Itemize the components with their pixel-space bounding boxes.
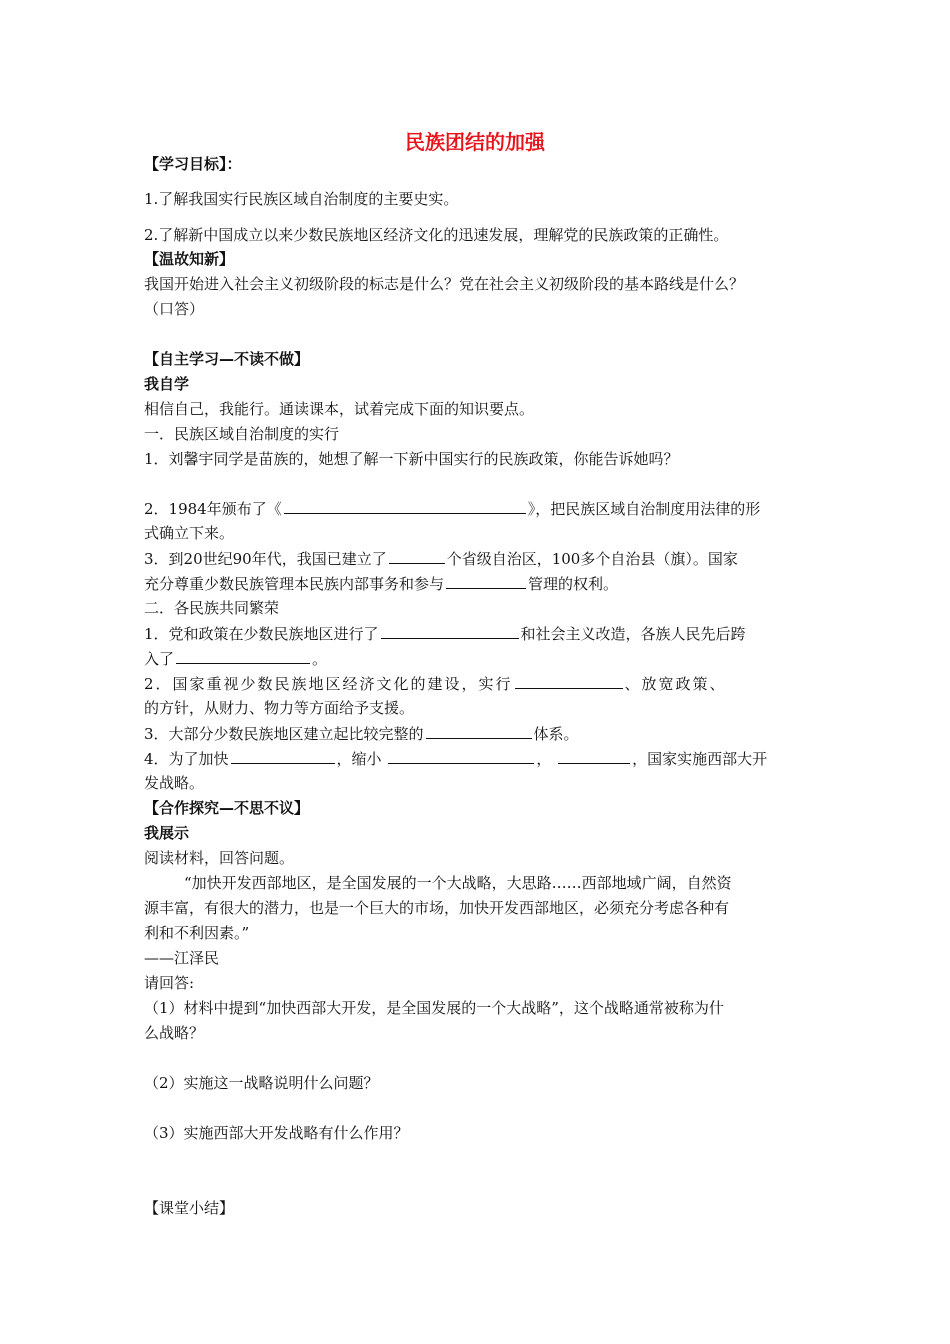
question-3: （3）实施西部大开发战略有什么作用？ xyxy=(144,1124,409,1142)
fill-blank[interactable] xyxy=(176,647,310,664)
question-text: 、放宽政策、 xyxy=(624,675,727,693)
part-1-question-2 xyxy=(144,497,814,520)
quote-author: ——江泽民 xyxy=(144,949,220,967)
question-text: 4．为了加快 xyxy=(144,750,229,768)
question-text: 充分尊重少数民族管理本民族内部事务和参与 xyxy=(144,575,445,593)
part-2-question-3 xyxy=(144,722,814,745)
part-1-question-3-cont xyxy=(144,572,814,595)
part-2-question-2 xyxy=(144,672,814,695)
question-1-cont: 么战略？ xyxy=(144,1024,205,1042)
question-text: 1．党和政策在少数民族地区进行了 xyxy=(144,625,379,643)
self-study-heading: 【自主学习—不读不做】 xyxy=(144,350,310,368)
question-text: 》，把民族区域自治制度用法律的形 xyxy=(527,500,761,518)
fill-blank[interactable] xyxy=(446,572,526,589)
fill-blank[interactable] xyxy=(388,747,534,764)
cooperation-subheading: 我展示 xyxy=(144,824,190,842)
answer-prompt: 请回答: xyxy=(144,974,195,992)
self-study-intro: 相信自己，我能行。通读课本，试着完成下面的知识要点。 xyxy=(144,400,535,418)
part-2-question-1 xyxy=(144,622,814,645)
goals-heading: 【学习目标】： xyxy=(144,155,242,173)
part-2-question-1-cont xyxy=(144,647,814,670)
question-text: 入了 xyxy=(144,650,175,668)
fill-blank[interactable] xyxy=(426,722,532,739)
quote-line-2: 源丰富，有很大的潜力，也是一个巨大的市场，加快开发西部地区，必须充分考虑各种有 xyxy=(144,899,730,917)
question-text: 3．到20世纪90年代，我国已建立了 xyxy=(144,550,387,568)
part-2-question-4-cont: 发战略。 xyxy=(144,774,205,792)
part-1-question-2-cont: 式确立下来。 xyxy=(144,524,235,542)
fill-blank[interactable] xyxy=(389,547,445,564)
goal-2: 2.了解新中国成立以来少数民族地区经济文化的迅速发展，理解党的民族政策的正确性。 xyxy=(144,226,729,244)
question-text: 2．1984年颁布了《 xyxy=(144,500,282,518)
part-1-question-3 xyxy=(144,547,814,570)
question-text: ，国家实施西部大开 xyxy=(632,750,768,768)
page-title: 民族团结的加强 xyxy=(405,130,545,154)
question-text: 3．大部分少数民族地区建立起比较完整的 xyxy=(144,725,424,743)
question-text: ，缩小 xyxy=(336,750,382,768)
cooperation-intro: 阅读材料，回答问题。 xyxy=(144,849,295,867)
quote-line-1: “加快开发西部地区，是全国发展的一个大战略，大思路……西部地域广阔，自然资 xyxy=(184,874,732,892)
review-oral-note: （口答） xyxy=(144,300,205,318)
part-1-heading: 一．民族区域自治制度的实行 xyxy=(144,425,340,443)
question-text: 个省级自治区，100多个自治县（旗）。国家 xyxy=(446,550,738,568)
question-text: 管理的权利。 xyxy=(528,575,619,593)
question-2: （2）实施这一战略说明什么问题？ xyxy=(144,1074,379,1092)
review-heading: 【温故知新】 xyxy=(144,250,235,268)
goal-1: 1.了解我国实行民族区域自治制度的主要史实。 xyxy=(144,190,459,208)
cooperation-heading: 【合作探究—不思不议】 xyxy=(144,799,310,817)
review-question: 我国开始进入社会主义初级阶段的标志是什么？党在社会主义初级阶段的基本路线是什么？ xyxy=(144,275,745,293)
question-text: ， xyxy=(536,750,552,768)
question-text: 2．国家重视少数民族地区经济文化的建设，实行 xyxy=(144,675,513,693)
question-1: （1）材料中提到“加快西部大开发，是全国发展的一个大战略”，这个战略通常被称为什 xyxy=(144,999,724,1017)
question-text: 和社会主义改造，各族人民先后跨 xyxy=(520,625,746,643)
summary-heading: 【课堂小结】 xyxy=(144,1199,235,1217)
fill-blank[interactable] xyxy=(231,747,335,764)
fill-blank[interactable] xyxy=(284,497,526,514)
self-study-subheading: 我自学 xyxy=(144,375,190,393)
quote-line-3: 利和不利因素。” xyxy=(144,924,250,942)
fill-blank[interactable] xyxy=(381,622,519,639)
part-1-question-1: 1．刘馨宇同学是苗族的，她想了解一下新中国实行的民族政策，你能告诉她吗？ xyxy=(144,450,679,468)
fill-blank[interactable] xyxy=(558,747,630,764)
fill-blank[interactable] xyxy=(515,672,623,689)
part-2-heading: 二．各民族共同繁荣 xyxy=(144,599,280,617)
question-text: 体系。 xyxy=(533,725,579,743)
question-text: 。 xyxy=(312,650,328,668)
part-2-question-2-cont: 的方针，从财力、物力等方面给予支援。 xyxy=(144,699,415,717)
part-2-question-4 xyxy=(144,747,814,770)
